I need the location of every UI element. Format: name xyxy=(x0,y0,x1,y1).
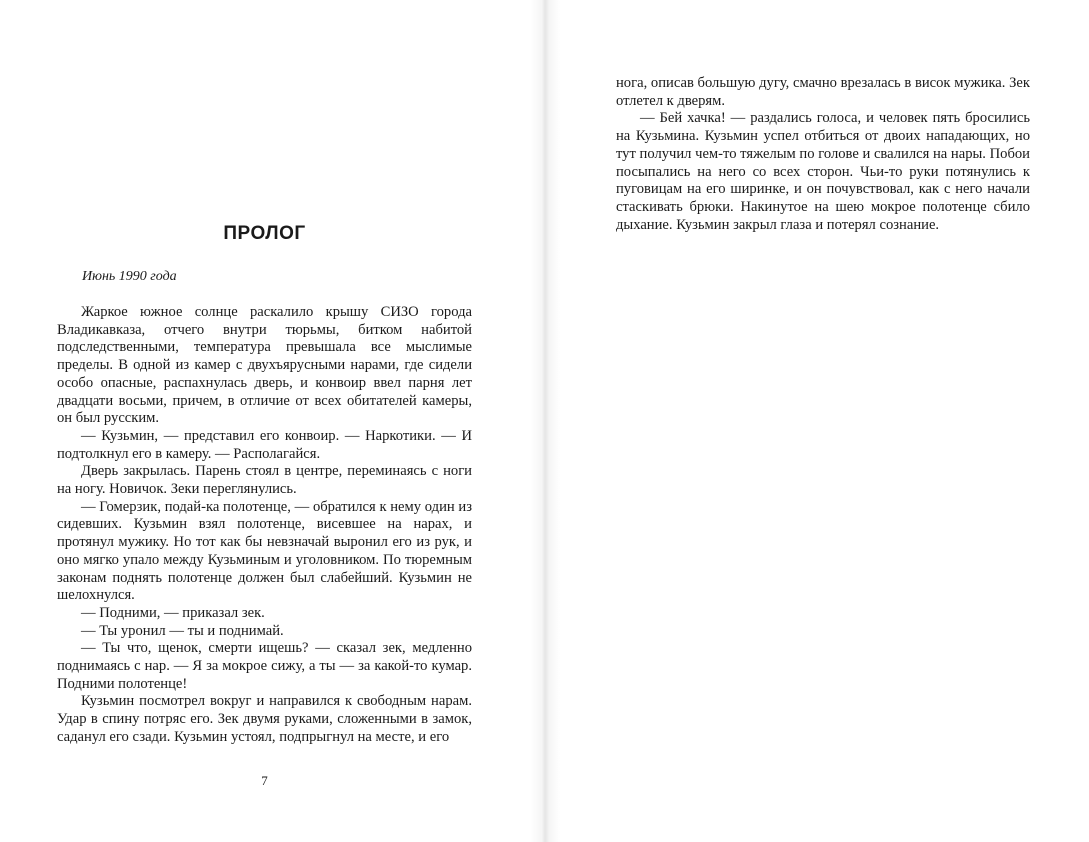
paragraph: Жаркое южное солнце раскалило крышу СИЗО города Владикавказа, отчего внутри тюрьмы, битком набитой подследственными, температура превышала все мыслимые пределы. В одной из камер с двухъярусными нарами, где сидели особо опасные, распахнулась дверь, и конвоир ввел парня лет двадцати восьми, причем, в отличие от всех обитателей камеры, он был русским. xyxy=(57,304,472,427)
paragraph: — Кузьмин, — представил его конвоир. — Наркотики. — И подтолкнул его в камеру. — Располагайся. xyxy=(57,427,472,462)
paragraph: — Подними, — приказал зек. xyxy=(81,604,265,621)
paragraph: — Ты уронил — ты и поднимай. xyxy=(81,622,284,639)
chapter-title: ПРОЛОГ xyxy=(223,223,306,244)
paragraph: — Ты что, щенок, смерти ищешь? — сказал зек, медленно поднимаясь с нар. — Я за мокрое сижу, а ты — за какой-то кумар. Подними полотенце! xyxy=(57,640,472,692)
left-page-text xyxy=(57,304,472,747)
paragraph: Дверь закрылась. Парень стоял в центре, переминаясь с ноги на ногу. Новичок. Зеки переглянулись. xyxy=(57,463,472,498)
paragraph: Кузьмин посмотрел вокруг и направился к свободным нарам. Удар в спину потряс его. Зек двумя руками, сложенными в замок, саданул его сзади. Кузьмин устоял, подпрыгнул на месте, и его xyxy=(57,693,472,745)
left-page xyxy=(0,0,543,842)
chapter-date: Июнь 1990 года xyxy=(82,269,177,284)
right-page-text xyxy=(616,75,1030,234)
paragraph: — Бей хачка! — раздались голоса, и человек пять бросились на Кузьмина. Кузьмин успел отбиться от двоих нападающих, но тут получил чем-то тяжелым по голове и свалился на нары. Побои посыпались на него со всех сторон. Чьи-то руки потянулись к пуговицам на его ширинке, и он почувствовал, как с него начали стаскивать брюки. Накинутое на шею мокрое полотенце сбило дыхание. Кузьмин закрыл глаза и потерял сознание. xyxy=(616,110,1030,233)
page-number: 7 xyxy=(261,773,268,788)
paragraph: нога, описав большую дугу, смачно врезалась в висок мужика. Зек отлетел к дверям. xyxy=(616,75,1030,109)
paragraph: — Гомерзик, подай-ка полотенце, — обратился к нему один из сидевших. Кузьмин взял полотенце, висевшее на нарах, и протянул мужику. Но тот как бы невзначай выронил его из рук, и оно мягко упало между Кузьминым и уголовником. По тюремным законам поднять полотенце должен был слабейший. Кузьмин не шелохнулся. xyxy=(57,498,472,604)
